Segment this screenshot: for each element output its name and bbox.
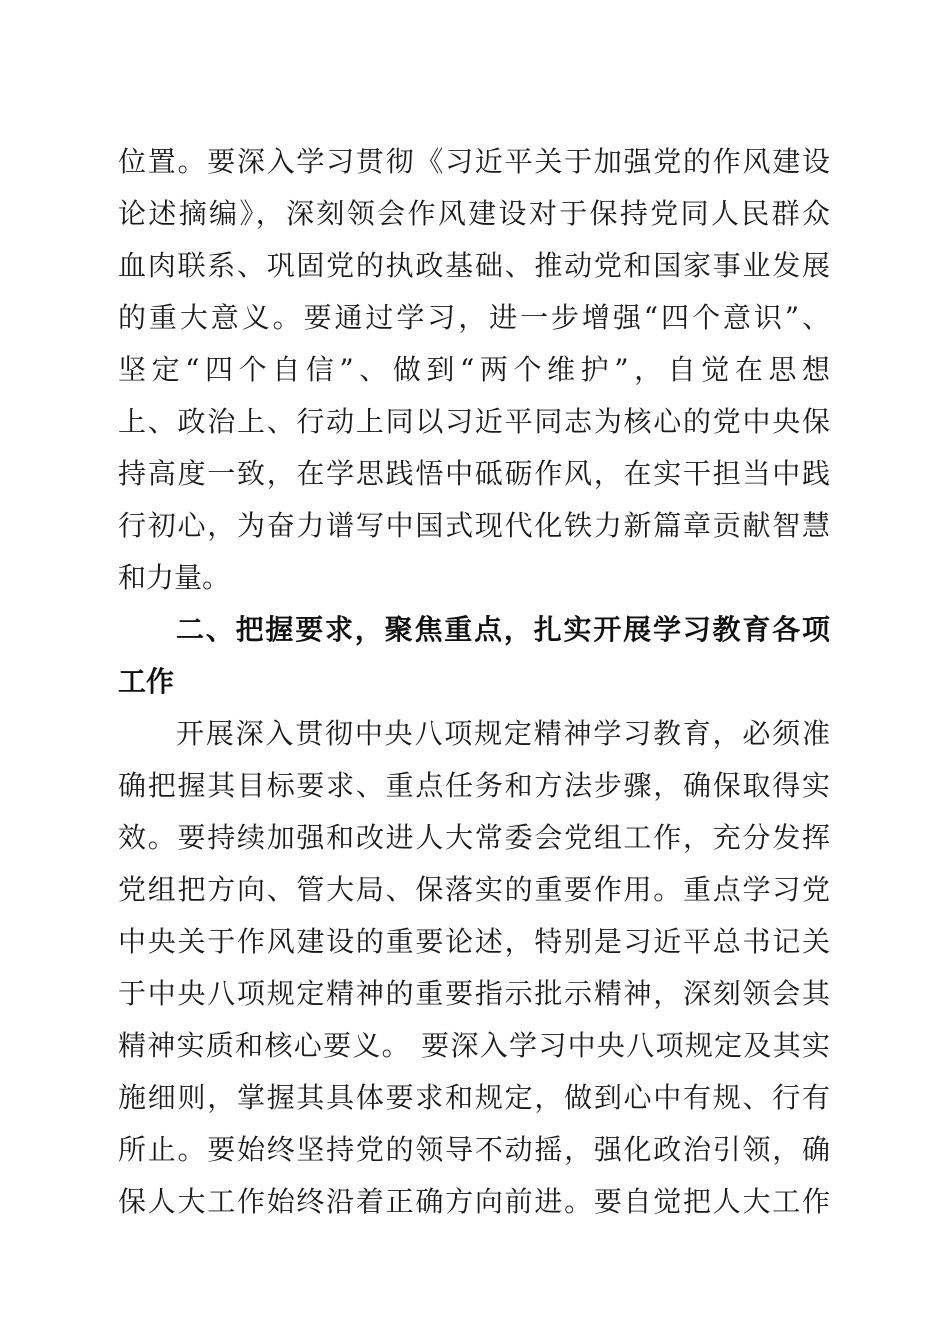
paragraph-line: 位置。要深入学习贯彻《习近平关于加强党的作风建设 [118,145,830,178]
paragraph-line: 和力量。 [118,561,231,594]
paragraph-line: 开展深入贯彻中央八项规定精神学习教育，必须准 [176,717,830,750]
paragraph-line: 施细则，掌握其具体要求和规定，做到心中有规、行有 [118,1081,830,1114]
paragraph-line: 行初心，为奋力谱写中国式现代化铁力新篇章贡献智慧 [118,509,830,542]
paragraph-line: 所止。要始终坚持党的领导不动摇，强化政治引领，确 [118,1133,830,1166]
paragraph-line: 的重大意义。要通过学习，进一步增强“四个意识”、 [118,301,830,334]
paragraph-line: 中央关于作风建设的重要论述，特别是习近平总书记关 [118,925,830,958]
paragraph-line: 确把握其目标要求、重点任务和方法步骤，确保取得实 [118,769,830,802]
paragraph-line: 保人大工作始终沿着正确方向前进。要自觉把人大工作 [118,1185,830,1218]
paragraph-line: 持高度一致，在学思践悟中砥砺作风，在实干担当中践 [118,457,830,490]
paragraph-line: 坚定“四个自信”、做到“两个维护”，自觉在思想 [118,353,830,386]
paragraph-line: 论述摘编》，深刻领会作风建设对于保持党同人民群众 [118,197,830,230]
paragraph-line: 精神实质和核心要义。 要深入学习中央八项规定及其实 [118,1029,830,1062]
paragraph-line: 效。要持续加强和改进人大常委会党组工作，充分发挥 [118,821,830,854]
paragraph-line: 上、政治上、行动上同以习近平同志为核心的党中央保 [118,405,830,438]
paragraph-line: 于中央八项规定精神的重要指示批示精神，深刻领会其 [118,977,830,1010]
paragraph-line: 血肉联系、巩固党的执政基础、推动党和国家事业发展 [118,249,830,282]
section-heading: 二、把握要求，聚焦重点，扎实开展学习教育各项 [176,613,830,646]
section-heading: 工作 [118,665,175,698]
paragraph-line: 党组把方向、管大局、保落实的重要作用。重点学习党 [118,873,830,906]
